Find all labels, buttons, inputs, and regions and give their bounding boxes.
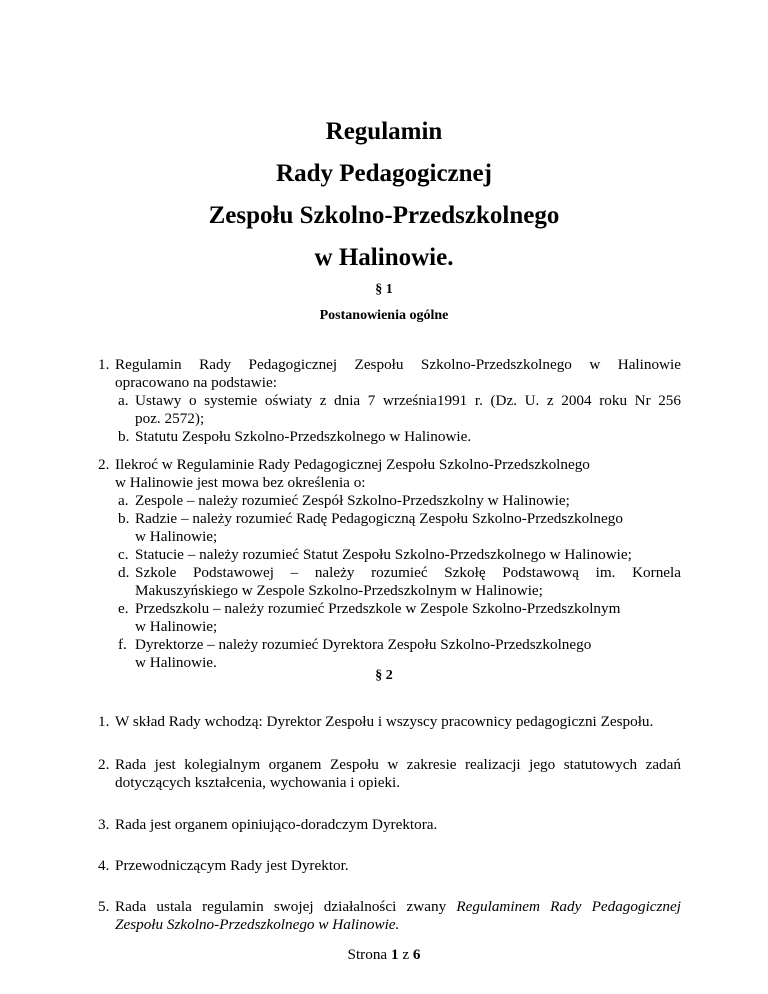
sub-item-line: Makuszyńskiego w Zespole Szkolno-Przedszkolnym w Halinowie;: [135, 582, 543, 599]
sub-item: [115, 392, 681, 428]
list-item: [115, 356, 681, 446]
item-number: 5.: [98, 898, 110, 915]
title-line-4: w Halinowie.: [314, 244, 454, 271]
sub-item: [115, 600, 681, 636]
title-line-1: Regulamin: [325, 118, 443, 145]
sub-item-line: Przedszkolu – należy rozumieć Przedszkole w Zespole Szkolno-Przedszkolnym: [135, 600, 621, 617]
sub-item: [115, 564, 681, 600]
list-item: [115, 756, 681, 792]
sub-item-line: w Halinowie;: [135, 528, 218, 545]
sub-item-letter: b.: [118, 428, 130, 445]
item-text-line: W skład Rady wchodzą: Dyrektor Zespołu i wszyscy pracownicy pedagogiczni Zespołu.: [115, 713, 654, 730]
list-item: [115, 456, 681, 672]
sub-item: [115, 636, 681, 672]
footer-prefix: Strona: [347, 946, 388, 963]
sub-item-line: poz. 2572);: [135, 410, 205, 427]
sub-item-letter: d.: [118, 564, 130, 581]
sub-item-letter: b.: [118, 510, 130, 527]
italic-text-span: Regulaminem Rady Pedagogicznej: [456, 898, 681, 915]
list-item: [115, 713, 681, 731]
list-item: [115, 816, 681, 834]
item-text-line: w Halinowie jest mowa bez określenia o:: [115, 474, 366, 491]
footer-page-number: 1: [390, 946, 399, 963]
item-text-line: Ilekroć w Regulaminie Rady Pedagogicznej Zespołu Szkolno-Przedszkolnego: [115, 456, 590, 473]
item-number: 3.: [98, 816, 110, 833]
item-text-line: [115, 898, 681, 916]
section-2-mark: § 2: [375, 668, 393, 683]
sub-item-line: Dyrektorze – należy rozumieć Dyrektora Zespołu Szkolno-Przedszkolnego: [135, 636, 592, 653]
item-text-line: Zespołu Szkolno-Przedszkolnego w Halinowie.: [115, 916, 400, 933]
item-number: 4.: [98, 857, 110, 874]
item-number: 1.: [98, 713, 110, 730]
sub-item-letter: c.: [118, 546, 129, 563]
footer-total-pages: 6: [412, 946, 421, 963]
sub-item-line: Zespole – należy rozumieć Zespół Szkolno-Przedszkolny w Halinowie;: [135, 492, 570, 509]
list-item: [115, 857, 681, 875]
sub-item: [115, 492, 681, 510]
item-text-line: opracowano na podstawie:: [115, 374, 277, 391]
section-1-mark: § 1: [375, 282, 393, 297]
item-text-line: Regulamin Rady Pedagogicznej Zespołu Szkolno-Przedszkolnego w Halinowie: [115, 356, 681, 373]
sub-item-letter: a.: [118, 492, 129, 509]
sub-item-letter: e.: [118, 600, 129, 617]
sub-item-line: Statutu Zespołu Szkolno-Przedszkolnego w Halinowie.: [135, 428, 472, 445]
item-text-span: Rada ustala regulamin swojej działalności zwany: [115, 898, 447, 915]
list-item: [115, 898, 681, 934]
sub-item: [115, 510, 681, 546]
title-line-2: Rady Pedagogicznej: [276, 160, 492, 187]
sub-item-line: Szkole Podstawowej – należy rozumieć Szkołę Podstawową im. Kornela: [135, 564, 681, 581]
sub-item: [115, 546, 681, 564]
sub-item-line: Ustawy o systemie oświaty z dnia 7 września1991 r. (Dz. U. z 2004 roku Nr 256: [135, 392, 681, 409]
item-text-line: dotyczących kształcenia, wychowania i opieki.: [115, 774, 401, 791]
footer-of: z: [402, 946, 410, 963]
sub-item: [115, 428, 681, 446]
item-text-line: Rada jest organem opiniująco-doradczym Dyrektora.: [115, 816, 438, 833]
item-text-line: Przewodniczącym Rady jest Dyrektor.: [115, 857, 349, 874]
item-text-line: Rada jest kolegialnym organem Zespołu w zakresie realizacji jego statutowych zadań: [115, 756, 681, 773]
sub-item-letter: a.: [118, 392, 129, 409]
sub-item-line: w Halinowie;: [135, 618, 218, 635]
title-line-3: Zespołu Szkolno-Przedszkolnego: [208, 202, 560, 229]
sub-item-line: w Halinowie.: [135, 654, 217, 671]
page-footer: [0, 946, 768, 964]
item-number: 1.: [98, 356, 110, 373]
sub-item-line: Radzie – należy rozumieć Radę Pedagogiczną Zespołu Szkolno-Przedszkolnego: [135, 510, 623, 527]
section-1-heading: Postanowienia ogólne: [319, 308, 449, 323]
sub-item-letter: f.: [118, 636, 127, 653]
sub-item-line: Statucie – należy rozumieć Statut Zespołu Szkolno-Przedszkolnego w Halinowie;: [135, 546, 632, 563]
item-number: 2.: [98, 756, 110, 773]
item-number: 2.: [98, 456, 110, 473]
